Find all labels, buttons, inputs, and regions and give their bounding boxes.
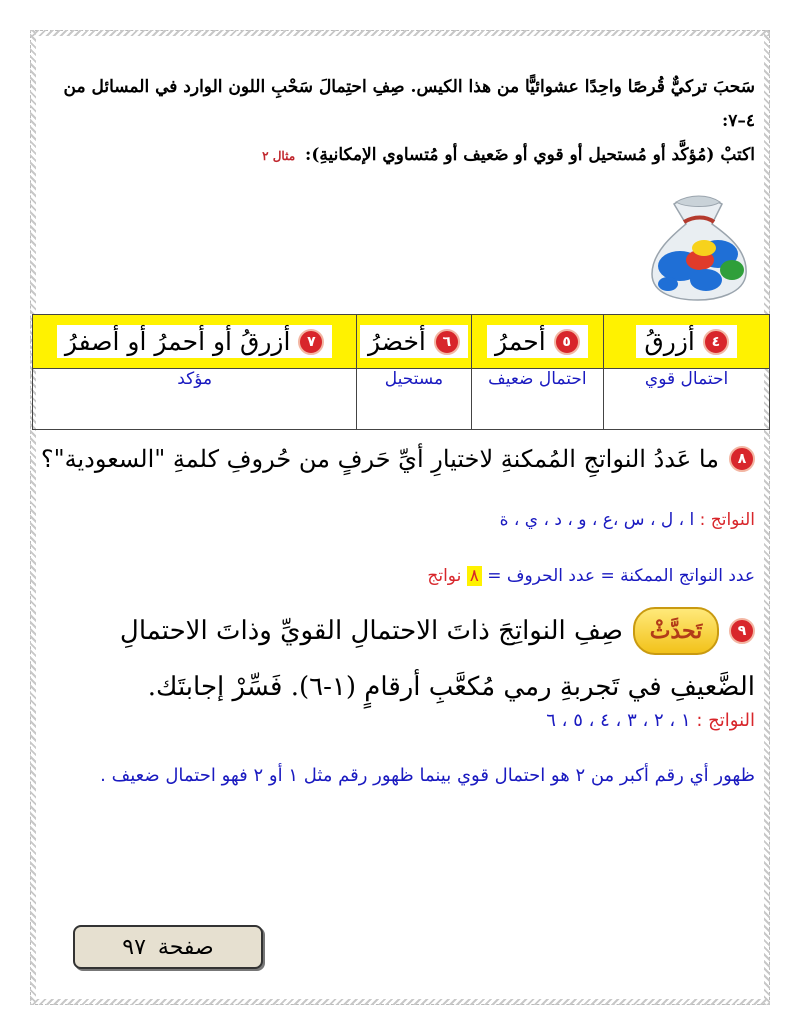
page-border-right	[764, 30, 770, 1005]
header-cell-7	[33, 315, 357, 369]
header-cell-5	[471, 315, 604, 369]
disc-bag-illustration	[646, 194, 752, 302]
page-border-left	[30, 30, 36, 1005]
example-reference: مثال ٢	[262, 149, 296, 163]
outcomes-8	[40, 510, 755, 530]
talk-badge: تَحدَّثْ	[633, 607, 719, 655]
outcomes-9	[40, 710, 755, 731]
number-badge-7: ٧	[298, 329, 324, 355]
number-badge-9: ٩	[729, 618, 755, 644]
page-number-label	[73, 925, 263, 969]
answer-6: مستحيل	[357, 369, 471, 430]
header-label-4: أزرقُ	[644, 327, 695, 356]
explanation: ظهور أي رقم أكبر من ٢ هو احتمال قوي بينما ظهور رقم مثل ١ أو ٢ فهو احتمال ضعيف .	[100, 765, 755, 786]
outcomes-9-values: ١ ، ٢ ، ٣ ، ٤ ، ٥ ، ٦	[546, 710, 691, 731]
outcomes-9-label: النواتج :	[696, 710, 755, 731]
number-badge-5: ٥	[554, 329, 580, 355]
question-9-line-2: الضَّعيفِ في تَجربةِ رمي مُكعَّبِ أرقامٍ (١-٦). فَسِّرْ إجابتَك.	[147, 672, 755, 702]
count-8-number: ٨	[467, 566, 482, 586]
answer-7: مؤكد	[33, 369, 357, 430]
number-badge-8: ٨	[729, 446, 755, 472]
table-answer-row	[33, 369, 770, 430]
page-label-text: صفحة	[157, 934, 214, 960]
number-badge-4: ٤	[703, 329, 729, 355]
instruction-text: اكتبْ (مُؤكَّد أو مُستحيل أو قوي أو ضَعيف أو مُتساوي الإمكانيةِ):	[305, 145, 755, 165]
page-number: ٩٧	[122, 934, 146, 960]
answer-5: احتمال ضعيف	[471, 369, 604, 430]
outcomes-count-8	[40, 566, 755, 586]
count-8-text: عدد النواتج الممكنة = عدد الحروف =	[487, 566, 755, 586]
page-border-top	[30, 30, 770, 36]
header-cell-4	[604, 315, 770, 369]
header-label-6: أخضرُ	[367, 327, 426, 356]
question-8-text: ما عَددُ النواتجِ المُمكنةِ لاختيارِ أيِّ حَرفٍ من حُروفِ كلمةِ "السعودية"؟	[40, 445, 719, 473]
intro-text: سَحبَ تركيٌّ قُرصًا واحِدًا عشوائيًّا من هذا الكيس. صِفِ احتِمالَ سَحْبِ اللون الوارد في المسائل من ٤–٧:	[63, 77, 755, 131]
count-8-unit: نواتج	[427, 566, 462, 586]
header-cell-6	[357, 315, 471, 369]
table-header-row	[33, 315, 770, 369]
question-9-line-1: صِفِ النواتِجَ ذاتَ الاحتمالِ القويِّ وذاتَ الاحتمالِ	[119, 616, 623, 646]
header-label-7: أزرقُ أو أحمرُ أو أصفرُ	[64, 327, 291, 356]
answer-4: احتمال قوي	[604, 369, 770, 430]
outcomes-8-label: النواتج :	[699, 510, 755, 530]
number-badge-6: ٦	[434, 329, 460, 355]
question-9	[40, 603, 755, 715]
question-8	[40, 445, 755, 473]
outcomes-8-values: ا ، ل ، س ،ع ، و ، د ، ي ، ة	[499, 510, 695, 530]
probability-table	[32, 314, 770, 430]
header-label-5: أحمرُ	[495, 327, 546, 356]
page-border-bottom	[30, 999, 770, 1005]
instruction	[40, 145, 755, 165]
